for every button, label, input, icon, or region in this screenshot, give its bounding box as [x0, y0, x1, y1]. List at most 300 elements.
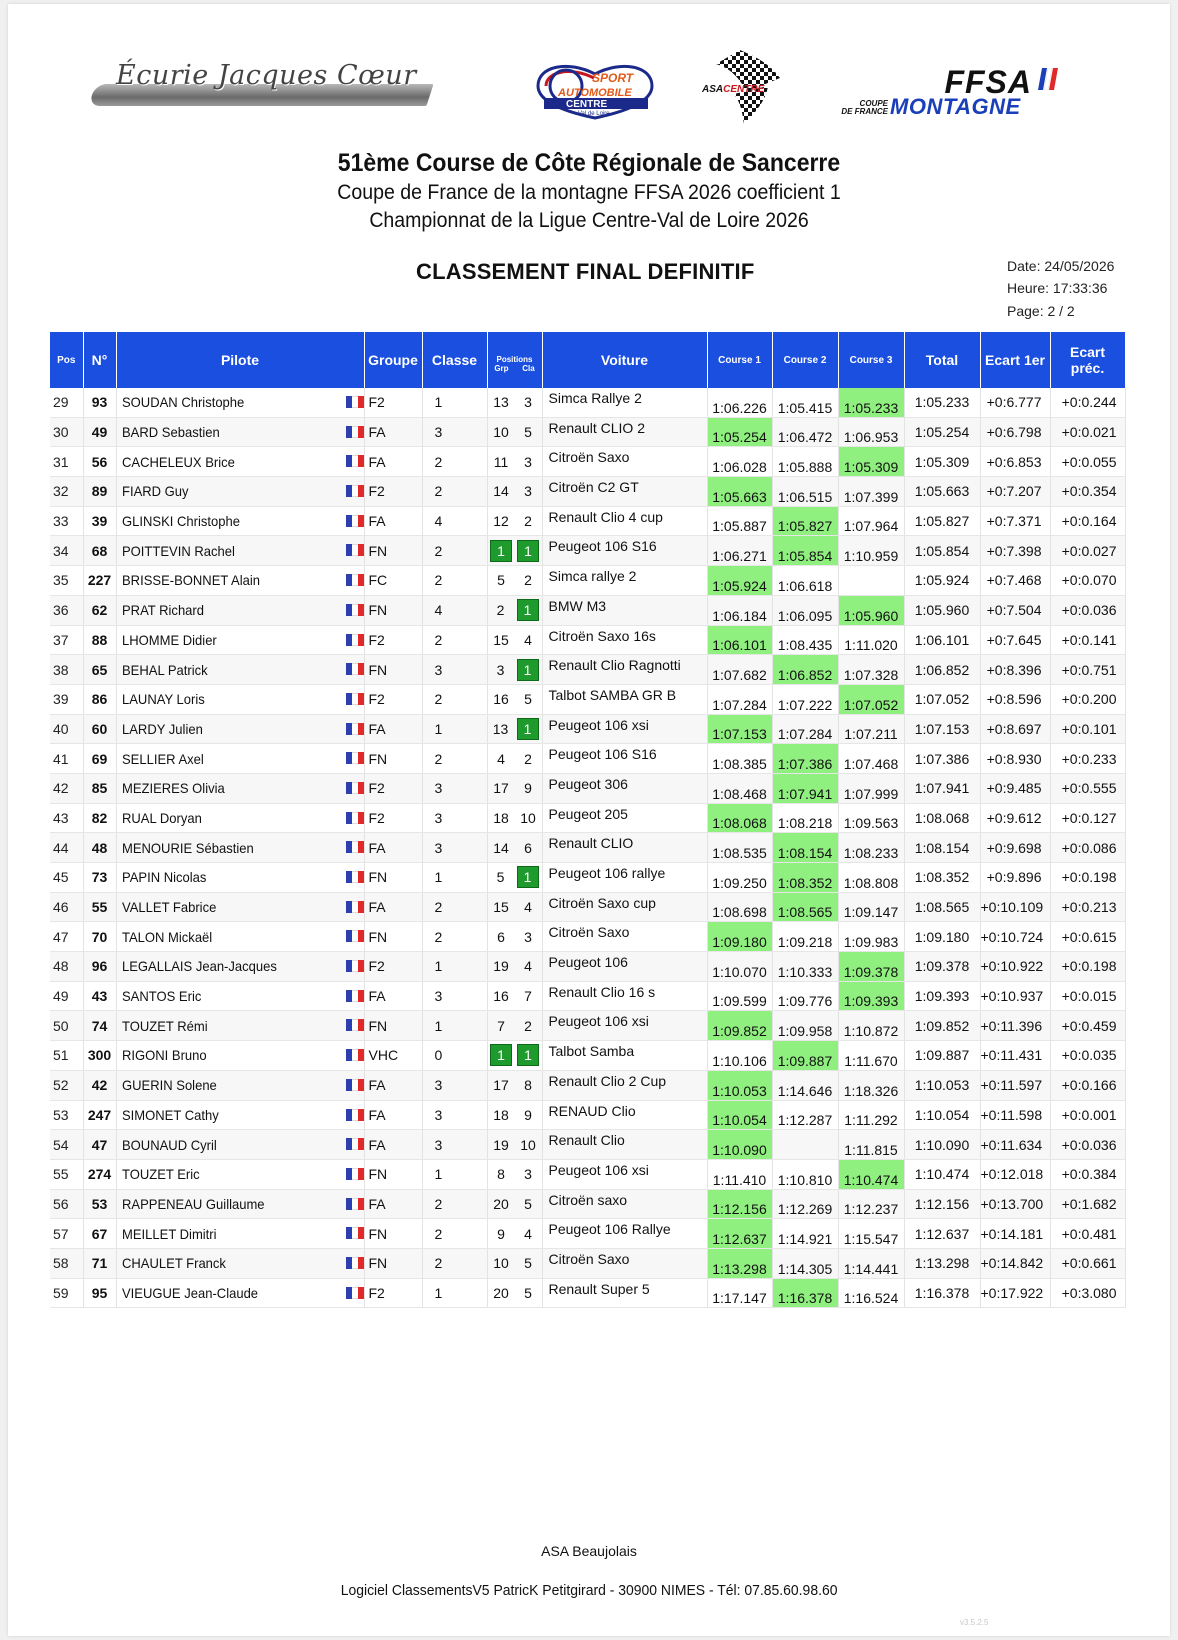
groupe-cell: FA: [364, 1100, 422, 1130]
position-cla: 2: [524, 572, 532, 589]
pos-cell: 31: [50, 447, 83, 477]
course3-cell: 1:05.233: [838, 388, 904, 417]
col-classe: Classe: [422, 332, 487, 388]
course1-cell: 1:17.147: [707, 1278, 772, 1308]
classe-cell: 1: [422, 1159, 487, 1189]
voiture-cell: Citroën Saxo: [542, 447, 707, 477]
total-cell: 1:09.180: [904, 922, 980, 952]
pilote-name: PAPIN Nicolas: [121, 869, 206, 886]
course1-cell: 1:10.053: [707, 1070, 772, 1100]
number-cell: 227: [83, 566, 116, 596]
position-cla: 4: [524, 958, 532, 975]
ecurie-logo-text: Écurie Jacques Cœur: [116, 60, 417, 91]
position-cla: 5: [524, 1255, 532, 1272]
col-positions: [487, 332, 542, 388]
pilote-name: BOUNAUD Cyril: [121, 1136, 217, 1153]
number-cell: 67: [83, 1219, 116, 1249]
ecart-prec-cell: +0:0.200: [1050, 684, 1125, 714]
table-row: [50, 744, 1125, 774]
pilote-name: TALON Mickaël: [121, 928, 212, 945]
voiture-cell: RENAUD Clio: [542, 1100, 707, 1130]
table-row: [50, 566, 1125, 596]
position-cla: 2: [524, 1017, 532, 1034]
course3-cell: 1:18.326: [838, 1070, 904, 1100]
classe-cell: 2: [422, 1219, 487, 1249]
voiture-cell: Citroën Saxo cup: [542, 892, 707, 922]
groupe-cell: FA: [364, 1130, 422, 1160]
number-cell: 93: [83, 388, 116, 417]
pos-cell: 56: [50, 1189, 83, 1219]
pilote-cell: [116, 655, 364, 685]
positions-cell: [487, 1011, 542, 1041]
total-cell: 1:07.386: [904, 744, 980, 774]
ecart-prec-cell: +0:3.080: [1050, 1278, 1125, 1308]
number-cell: 39: [83, 506, 116, 536]
position-grp: 14: [493, 483, 509, 500]
pilote-cell: [116, 952, 364, 982]
pilote-name: SELLIER Axel: [121, 750, 204, 767]
groupe-cell: FN: [364, 1159, 422, 1189]
col-ecart-prec: [1050, 332, 1125, 388]
position-grp: 18: [493, 1106, 509, 1123]
pos-cell: 48: [50, 952, 83, 982]
position-grp: 15: [493, 631, 509, 648]
pilote-name: LHOMME Didier: [121, 631, 217, 648]
total-cell: 1:10.474: [904, 1159, 980, 1189]
col-ecart-prec-l2: préc.: [1070, 360, 1105, 376]
france-flag-icon: [346, 1049, 364, 1061]
pos-cell: 32: [50, 477, 83, 507]
france-flag-icon: [346, 604, 364, 616]
voiture-cell: Peugeot 106 rallye: [542, 863, 707, 893]
course3-cell: [838, 566, 904, 596]
classe-cell: 3: [422, 417, 487, 447]
course3-cell: 1:11.670: [838, 1041, 904, 1071]
pos-cell: 29: [50, 388, 83, 417]
groupe-cell: F2: [364, 803, 422, 833]
groupe-cell: FN: [364, 1219, 422, 1249]
pilote-cell: [116, 981, 364, 1011]
classe-cell: 2: [422, 447, 487, 477]
ecart-1er-cell: +0:10.922: [980, 952, 1050, 982]
pos-cell: 53: [50, 1100, 83, 1130]
position-cla: 1: [517, 540, 539, 562]
number-cell: 274: [83, 1159, 116, 1189]
course1-cell: 1:10.090: [707, 1130, 772, 1160]
pilote-cell: [116, 714, 364, 744]
total-cell: 1:09.378: [904, 952, 980, 982]
course1-cell: 1:12.156: [707, 1189, 772, 1219]
number-cell: 73: [83, 863, 116, 893]
course2-cell: 1:10.810: [772, 1159, 838, 1189]
ecart-prec-cell: +0:0.615: [1050, 922, 1125, 952]
classe-cell: 3: [422, 655, 487, 685]
montagne-text: MONTAGNE: [890, 94, 1021, 119]
positions-cell: [487, 1189, 542, 1219]
col-course3: Course 3: [838, 332, 904, 388]
table-row: [50, 684, 1125, 714]
pilote-name: MEZIERES Olivia: [121, 780, 225, 797]
ecart-prec-cell: +0:0.021: [1050, 417, 1125, 447]
position-cla: 7: [524, 988, 532, 1005]
event-subtitle-2: Championnat de la Ligue Centre-Val de Loire 2026: [369, 209, 809, 232]
pos-cell: 30: [50, 417, 83, 447]
total-cell: 1:13.298: [904, 1248, 980, 1278]
course1-cell: 1:06.184: [707, 595, 772, 625]
course2-cell: 1:09.776: [772, 981, 838, 1011]
ffsa-text: FFSA: [944, 64, 1032, 100]
positions-cell: [487, 566, 542, 596]
ecart-prec-cell: +0:0.233: [1050, 744, 1125, 774]
position-grp: 19: [493, 1136, 509, 1153]
position-cla: 3: [524, 394, 532, 411]
course1-cell: 1:13.298: [707, 1248, 772, 1278]
course1-cell: 1:11.410: [707, 1159, 772, 1189]
classe-cell: 4: [422, 595, 487, 625]
pos-cell: 37: [50, 625, 83, 655]
table-row: [50, 595, 1125, 625]
pilote-name: MEILLET Dimitri: [121, 1225, 217, 1242]
col-groupe: Groupe: [364, 332, 422, 388]
groupe-cell: F2: [364, 1278, 422, 1308]
groupe-cell: F2: [364, 684, 422, 714]
voiture-cell: Simca Rallye 2: [542, 388, 707, 417]
course3-cell: 1:09.393: [838, 981, 904, 1011]
groupe-cell: FN: [364, 595, 422, 625]
ecart-prec-cell: +0:0.244: [1050, 388, 1125, 417]
classe-cell: 1: [422, 1278, 487, 1308]
position-grp: 16: [493, 988, 509, 1005]
position-cla: 3: [524, 483, 532, 500]
total-cell: 1:12.156: [904, 1189, 980, 1219]
position-cla: 1: [517, 659, 539, 681]
pilote-cell: [116, 803, 364, 833]
event-title: 51ème Course de Côte Régionale de Sancerre: [337, 149, 841, 177]
number-cell: 42: [83, 1070, 116, 1100]
pos-cell: 40: [50, 714, 83, 744]
france-flag-icon: [346, 396, 364, 408]
position-cla: 6: [524, 839, 532, 856]
classe-cell: 2: [422, 684, 487, 714]
positions-cell: [487, 1041, 542, 1071]
pos-cell: 57: [50, 1219, 83, 1249]
course1-cell: 1:07.153: [707, 714, 772, 744]
classe-cell: 4: [422, 506, 487, 536]
date-label: Date: 24/05/2026: [1007, 258, 1115, 274]
table-row: [50, 1219, 1125, 1249]
col-positions-label: Positions: [496, 355, 533, 364]
position-cla: 5: [524, 424, 532, 441]
voiture-cell: Peugeot 106 xsi: [542, 1011, 707, 1041]
course2-cell: 1:09.218: [772, 922, 838, 952]
voiture-cell: BMW M3: [542, 595, 707, 625]
classe-cell: 3: [422, 833, 487, 863]
pilote-cell: [116, 684, 364, 714]
voiture-cell: Peugeot 205: [542, 803, 707, 833]
total-cell: 1:09.887: [904, 1041, 980, 1071]
pilote-name: BRISSE-BONNET Alain: [121, 572, 260, 589]
pos-cell: 51: [50, 1041, 83, 1071]
voiture-cell: Renault Clio: [542, 1130, 707, 1160]
ecart-1er-cell: +0:9.896: [980, 863, 1050, 893]
number-cell: 89: [83, 477, 116, 507]
france-flag-icon: [346, 990, 364, 1002]
classe-cell: 1: [422, 714, 487, 744]
table-row: [50, 655, 1125, 685]
position-cla: 3: [524, 453, 532, 470]
voiture-cell: Renault Clio 16 s: [542, 981, 707, 1011]
positions-cell: [487, 833, 542, 863]
pilote-name: CHAULET Franck: [121, 1255, 226, 1272]
course2-cell: 1:05.415: [772, 388, 838, 417]
position-grp: 12: [493, 513, 509, 530]
number-cell: 86: [83, 684, 116, 714]
groupe-cell: F2: [364, 952, 422, 982]
course1-cell: 1:09.180: [707, 922, 772, 952]
pilote-cell: [116, 477, 364, 507]
pos-cell: 36: [50, 595, 83, 625]
position-grp: 10: [493, 424, 509, 441]
position-grp: 1: [490, 1044, 512, 1066]
groupe-cell: FN: [364, 1248, 422, 1278]
number-cell: 74: [83, 1011, 116, 1041]
total-cell: 1:09.393: [904, 981, 980, 1011]
number-cell: 95: [83, 1278, 116, 1308]
total-cell: 1:06.101: [904, 625, 980, 655]
pilote-cell: [116, 1070, 364, 1100]
positions-cell: [487, 892, 542, 922]
ecart-prec-cell: +0:0.141: [1050, 625, 1125, 655]
classe-cell: 2: [422, 892, 487, 922]
ecart-1er-cell: +0:11.598: [980, 1100, 1050, 1130]
ecart-prec-cell: +0:0.086: [1050, 833, 1125, 863]
position-grp: 7: [497, 1017, 505, 1034]
pilote-name: RIGONI Bruno: [121, 1047, 207, 1064]
table-row: [50, 477, 1125, 507]
ecart-prec-cell: +0:0.198: [1050, 952, 1125, 982]
ecart-1er-cell: +0:8.697: [980, 714, 1050, 744]
pos-cell: 33: [50, 506, 83, 536]
number-cell: 71: [83, 1248, 116, 1278]
ecart-1er-cell: +0:11.431: [980, 1041, 1050, 1071]
classe-cell: 2: [422, 744, 487, 774]
pilote-cell: [116, 773, 364, 803]
table-row: [50, 922, 1125, 952]
position-grp: 3: [496, 661, 505, 678]
positions-cell: [487, 684, 542, 714]
classe-cell: 1: [422, 1011, 487, 1041]
positions-cell: [487, 477, 542, 507]
position-cla: 4: [524, 899, 532, 916]
voiture-cell: Citroën Saxo: [542, 1248, 707, 1278]
ecart-prec-cell: +0:0.070: [1050, 566, 1125, 596]
table-row: [50, 892, 1125, 922]
course2-cell: 1:12.269: [772, 1189, 838, 1219]
position-grp: 10: [493, 1255, 509, 1272]
ecart-prec-cell: +0:0.198: [1050, 863, 1125, 893]
positions-cell: [487, 595, 542, 625]
positions-cell: [487, 1159, 542, 1189]
pilote-name: LEGALLAIS Jean-Jacques: [121, 958, 277, 975]
course2-cell: 1:08.218: [772, 803, 838, 833]
number-cell: 96: [83, 952, 116, 982]
pos-cell: 42: [50, 773, 83, 803]
ecart-prec-cell: +0:0.027: [1050, 536, 1125, 566]
ecart-1er-cell: +0:6.777: [980, 388, 1050, 417]
groupe-cell: VHC: [364, 1041, 422, 1071]
france-flag-icon: [346, 515, 364, 527]
course2-cell: 1:09.887: [772, 1041, 838, 1071]
classe-cell: 3: [422, 1130, 487, 1160]
france-flag-icon: [346, 723, 364, 735]
course1-cell: 1:08.468: [707, 773, 772, 803]
pilote-name: RAPPENEAU Guillaume: [121, 1195, 265, 1212]
total-cell: 1:05.827: [904, 506, 980, 536]
pilote-cell: [116, 744, 364, 774]
ecart-1er-cell: +0:7.207: [980, 477, 1050, 507]
course3-cell: 1:11.292: [838, 1100, 904, 1130]
col-course1: Course 1: [707, 332, 772, 388]
position-cla: 8: [524, 1077, 532, 1094]
page-label: Page: 2 / 2: [1007, 303, 1075, 319]
pilote-name: POITTEVIN Rachel: [121, 542, 235, 559]
positions-cell: [487, 625, 542, 655]
total-cell: 1:07.153: [904, 714, 980, 744]
position-cla: 3: [524, 1166, 532, 1183]
course2-cell: 1:14.921: [772, 1219, 838, 1249]
positions-cell: [487, 863, 542, 893]
course3-cell: 1:10.474: [838, 1159, 904, 1189]
course1-cell: 1:09.250: [707, 863, 772, 893]
groupe-cell: FN: [364, 863, 422, 893]
pilote-cell: [116, 417, 364, 447]
total-cell: 1:06.852: [904, 655, 980, 685]
position-cla: 9: [524, 1106, 532, 1123]
classe-cell: 3: [422, 1070, 487, 1100]
positions-cell: [487, 506, 542, 536]
total-cell: 1:05.924: [904, 566, 980, 596]
groupe-cell: F2: [364, 388, 422, 417]
table-row: [50, 417, 1125, 447]
classe-cell: 0: [422, 1041, 487, 1071]
pilote-cell: [116, 1100, 364, 1130]
pilote-cell: [116, 566, 364, 596]
groupe-cell: FA: [364, 714, 422, 744]
france-flag-icon: [346, 1138, 364, 1150]
course2-cell: 1:07.284: [772, 714, 838, 744]
number-cell: 247: [83, 1100, 116, 1130]
ecart-prec-cell: +0:0.055: [1050, 447, 1125, 477]
france-flag-icon: [346, 901, 364, 913]
pilote-name: GUERIN Solene: [121, 1077, 217, 1094]
course3-cell: 1:08.808: [838, 863, 904, 893]
france-flag-icon: [346, 930, 364, 942]
number-cell: 300: [83, 1041, 116, 1071]
course1-cell: 1:10.054: [707, 1100, 772, 1130]
france-flag-icon: [346, 634, 364, 646]
number-cell: 65: [83, 655, 116, 685]
course3-cell: 1:15.547: [838, 1219, 904, 1249]
ecart-1er-cell: +0:13.700: [980, 1189, 1050, 1219]
positions-cell: [487, 744, 542, 774]
table-row: [50, 1041, 1125, 1071]
france-flag-icon: [346, 1109, 364, 1121]
total-cell: 1:05.663: [904, 477, 980, 507]
ecart-prec-cell: +0:0.015: [1050, 981, 1125, 1011]
pos-cell: 44: [50, 833, 83, 863]
total-cell: 1:05.233: [904, 388, 980, 417]
pilote-name: RUAL Doryan: [121, 809, 202, 826]
position-cla: 10: [520, 809, 536, 826]
position-cla: 1: [517, 718, 539, 740]
pilote-name: TOUZET Rémi: [121, 1017, 208, 1034]
course3-cell: 1:07.328: [838, 655, 904, 685]
course1-cell: 1:07.682: [707, 655, 772, 685]
table-row: [50, 981, 1125, 1011]
voiture-cell: Peugeot 106 xsi: [542, 714, 707, 744]
number-cell: 60: [83, 714, 116, 744]
table-row: [50, 1011, 1125, 1041]
pilote-cell: [116, 447, 364, 477]
table-row: [50, 1189, 1125, 1219]
position-grp: 6: [497, 928, 505, 945]
positions-cell: [487, 803, 542, 833]
ecart-prec-cell: +0:0.164: [1050, 506, 1125, 536]
course2-cell: 1:16.378: [772, 1278, 838, 1308]
col-pilote: Pilote: [116, 332, 364, 388]
pos-cell: 50: [50, 1011, 83, 1041]
pilote-cell: [116, 833, 364, 863]
number-cell: 70: [83, 922, 116, 952]
course2-cell: 1:12.287: [772, 1100, 838, 1130]
sport-automobile-centre-logo: [528, 56, 662, 120]
groupe-cell: F2: [364, 773, 422, 803]
position-grp: 18: [493, 809, 509, 826]
course1-cell: 1:10.106: [707, 1041, 772, 1071]
table-row: [50, 1248, 1125, 1278]
pilote-cell: [116, 1011, 364, 1041]
groupe-cell: FA: [364, 417, 422, 447]
table-row: [50, 536, 1125, 566]
voiture-cell: Peugeot 106: [542, 952, 707, 982]
pilote-cell: [116, 1278, 364, 1308]
asa-centre-text: CENTRE: [723, 84, 765, 95]
positions-cell: [487, 417, 542, 447]
pos-cell: 43: [50, 803, 83, 833]
ecart-prec-cell: +0:0.661: [1050, 1248, 1125, 1278]
ecart-1er-cell: +0:9.485: [980, 773, 1050, 803]
course2-cell: 1:06.095: [772, 595, 838, 625]
ecart-1er-cell: +0:7.468: [980, 566, 1050, 596]
course1-cell: 1:09.852: [707, 1011, 772, 1041]
course1-cell: 1:06.101: [707, 625, 772, 655]
voiture-cell: Renault Super 5: [542, 1278, 707, 1308]
course3-cell: 1:07.964: [838, 506, 904, 536]
voiture-cell: Citroën Saxo: [542, 922, 707, 952]
voiture-cell: Renault CLIO: [542, 833, 707, 863]
groupe-cell: FA: [364, 447, 422, 477]
pilote-name: SOUDAN Christophe: [121, 394, 244, 411]
ffsa-montagne-logo: [822, 64, 1058, 118]
table-row: [50, 1130, 1125, 1160]
course2-cell: 1:06.618: [772, 566, 838, 596]
pilote-name: VIEUGUE Jean-Claude: [121, 1284, 258, 1301]
position-cla: 1: [517, 1044, 539, 1066]
groupe-cell: FA: [364, 892, 422, 922]
ecart-1er-cell: +0:8.396: [980, 655, 1050, 685]
asa-text: ASA: [702, 84, 724, 95]
pilote-cell: [116, 892, 364, 922]
